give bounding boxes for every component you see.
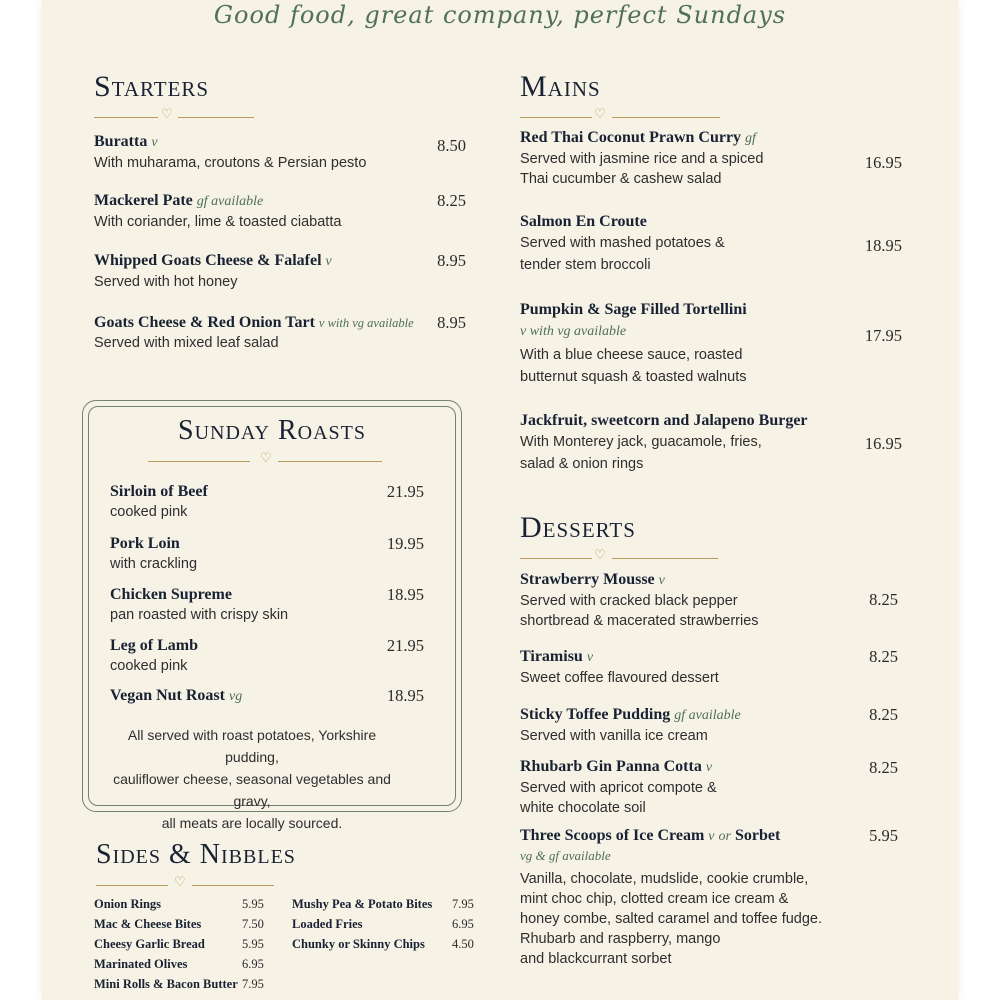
side-name: Mac & Cheese Bites xyxy=(94,917,202,931)
mains-divider xyxy=(520,107,740,124)
starter-price: 8.50 xyxy=(437,136,466,155)
dessert-item xyxy=(520,705,741,746)
dietary-tag: gf xyxy=(745,131,756,146)
roasts-note: All served with roast potatoes, Yorkshire pudding, cauliflower cheese, seasonal vegetables and gravy, all meats are locally sourced. xyxy=(113,727,391,831)
dessert-price: 8.25 xyxy=(869,647,898,666)
dessert-description-line: Sweet coffee flavoured dessert xyxy=(520,670,719,686)
side-name: Marinated Olives xyxy=(94,957,188,971)
main-description-line: Served with mashed potatoes & xyxy=(520,235,725,251)
roast-price: 21.95 xyxy=(386,482,424,501)
roast-name: Pork Loin xyxy=(110,535,180,552)
side-price: 6.95 xyxy=(242,957,264,971)
dessert-description-line: mint choc chip, clotted cream ice cream & xyxy=(520,891,789,907)
dessert-description-line: Served with vanilla ice cream xyxy=(520,728,708,744)
dietary-tag: v xyxy=(151,135,158,150)
dessert-description-line: white chocolate soil xyxy=(520,800,646,816)
main-description-line: salad & onion rings xyxy=(520,456,644,472)
dessert-name-alt: Sorbet xyxy=(734,827,781,844)
starter-price: 8.25 xyxy=(437,191,466,210)
dessert-name: Rhubarb Gin Panna Cotta xyxy=(520,758,702,775)
side-name: Onion Rings xyxy=(94,897,162,911)
roast-name: Leg of Lamb xyxy=(110,637,198,654)
main-description-line: With Monterey jack, guacamole, fries, xyxy=(520,434,762,450)
desserts-title: Desserts xyxy=(520,511,636,544)
main-name: Salmon En Croute xyxy=(520,213,647,230)
roast-description: with crackling xyxy=(110,556,198,572)
main-price: 16.95 xyxy=(864,434,902,453)
dietary-tag: vg xyxy=(228,689,243,704)
roast-price: 21.95 xyxy=(386,636,424,655)
roasts-divider xyxy=(132,451,412,468)
main-description-line: Served with jasmine rice and a spiced xyxy=(520,151,764,167)
dessert-price: 8.25 xyxy=(869,758,898,777)
roast-description: cooked pink xyxy=(110,504,188,520)
dessert-price: 8.25 xyxy=(869,705,898,724)
roasts-section xyxy=(132,414,412,468)
dessert-description-line: Served with apricot compote & xyxy=(520,780,717,796)
side-price: 5.95 xyxy=(242,897,264,911)
starter-name: Goats Cheese & Red Onion Tart xyxy=(94,314,315,331)
dietary-tag: v xyxy=(705,760,713,775)
menu-tagline: Good food, great company, perfect Sundays xyxy=(213,1,787,29)
side-name: Cheesy Garlic Bread xyxy=(94,937,205,951)
starter-description: Served with hot honey xyxy=(94,274,238,290)
dessert-description-line: shortbread & macerated strawberries xyxy=(520,613,759,629)
dietary-tag: gf available xyxy=(196,194,264,209)
side-price: 5.95 xyxy=(242,937,264,951)
starters-divider xyxy=(94,107,294,124)
main-price: 18.95 xyxy=(864,236,902,255)
main-price: 16.95 xyxy=(864,153,902,172)
dessert-description-line: and blackcurrant sorbet xyxy=(520,951,672,967)
heart-icon: ♡ xyxy=(161,107,173,122)
main-item xyxy=(520,212,725,276)
starter-name: Buratta xyxy=(94,133,148,150)
roast-item xyxy=(110,686,242,707)
starter-description: With coriander, lime & toasted ciabatta xyxy=(94,214,342,230)
starter-description: Served with mixed leaf salad xyxy=(94,335,279,351)
main-description-line: butternut squash & toasted walnuts xyxy=(520,369,747,385)
starters-title: Starters xyxy=(94,70,210,103)
main-description-line: tender stem broccoli xyxy=(520,257,651,273)
side-price: 4.50 xyxy=(452,937,474,951)
starter-price: 8.95 xyxy=(437,251,466,270)
roast-item xyxy=(110,585,288,625)
roast-price: 18.95 xyxy=(386,585,424,604)
heart-icon: ♡ xyxy=(594,107,606,122)
dietary-tag: vg & gf available xyxy=(520,848,611,863)
dietary-tag: v xyxy=(586,650,594,665)
desserts-divider xyxy=(520,548,740,565)
dietary-tag: v with vg available xyxy=(520,324,627,339)
main-item xyxy=(520,411,808,475)
starter-name: Mackerel Pate xyxy=(94,192,193,209)
main-item xyxy=(520,300,747,388)
main-price: 17.95 xyxy=(864,326,902,345)
menu-page xyxy=(42,0,958,1000)
main-name: Jackfruit, sweetcorn and Jalapeno Burger xyxy=(520,412,808,429)
side-name: Loaded Fries xyxy=(292,917,363,931)
dessert-item-icecream xyxy=(520,826,822,969)
starter-price: 8.95 xyxy=(437,313,466,332)
dietary-tag: gf available xyxy=(674,708,741,723)
dessert-name: Strawberry Mousse xyxy=(520,571,655,588)
roasts-title: Sunday Roasts xyxy=(178,415,366,446)
dessert-description-line: Served with cracked black pepper xyxy=(520,593,738,609)
sides-section xyxy=(96,838,356,892)
main-description-line: Thai cucumber & cashew salad xyxy=(520,171,722,187)
dessert-item xyxy=(520,757,717,818)
desserts-section xyxy=(520,511,740,565)
starter-item xyxy=(94,251,332,292)
side-name: Chunky or Skinny Chips xyxy=(292,937,425,951)
main-description-line: With a blue cheese sauce, roasted xyxy=(520,347,743,363)
main-item xyxy=(520,128,763,189)
heart-icon: ♡ xyxy=(174,875,186,890)
dessert-description-line: Rhubarb and raspberry, mango xyxy=(520,931,721,947)
main-name: Pumpkin & Sage Filled Tortellini xyxy=(520,301,747,318)
dessert-price: 8.25 xyxy=(869,590,898,609)
starter-item xyxy=(94,313,414,353)
starters-section xyxy=(94,70,294,124)
side-name: Mushy Pea & Potato Bites xyxy=(292,897,433,911)
dessert-item xyxy=(520,647,719,688)
heart-icon: ♡ xyxy=(260,451,272,466)
roast-name: Chicken Supreme xyxy=(110,586,232,603)
side-price: 7.95 xyxy=(452,897,474,911)
main-name: Red Thai Coconut Prawn Curry xyxy=(520,129,742,146)
dessert-price: 5.95 xyxy=(869,826,898,845)
starter-item xyxy=(94,191,341,232)
starter-item xyxy=(94,132,366,173)
roast-item xyxy=(110,636,198,676)
roast-price: 19.95 xyxy=(386,534,424,553)
dietary-tag: v xyxy=(325,254,332,269)
sides-title: Sides & Nibbles xyxy=(96,839,296,870)
roast-description: pan roasted with crispy skin xyxy=(110,607,289,623)
side-name: Mini Rolls & Bacon Butter xyxy=(94,977,238,991)
or-text: or xyxy=(718,829,731,844)
sides-divider xyxy=(96,875,356,892)
dessert-name: Three Scoops of Ice Cream xyxy=(520,827,705,844)
heart-icon: ♡ xyxy=(594,548,606,563)
roast-description: cooked pink xyxy=(110,658,188,674)
roast-price: 18.95 xyxy=(386,686,424,705)
dessert-description-line: honey combe, salted caramel and toffee fudge. xyxy=(520,911,823,927)
dessert-name: Tiramisu xyxy=(520,648,583,665)
dietary-tag: v xyxy=(708,829,715,844)
mains-section xyxy=(520,70,740,124)
dietary-tag: v with vg available xyxy=(318,316,414,330)
side-price: 7.50 xyxy=(242,917,264,931)
starter-description: With muharama, croutons & Persian pesto xyxy=(94,155,367,171)
dietary-tag: v xyxy=(658,573,665,588)
dessert-description-line: Vanilla, chocolate, mudslide, cookie crumble, xyxy=(520,871,809,887)
dessert-name: Sticky Toffee Pudding xyxy=(520,706,671,723)
roast-name: Vegan Nut Roast xyxy=(110,687,225,704)
roast-item xyxy=(110,534,197,574)
side-price: 7.95 xyxy=(242,977,264,991)
roast-item xyxy=(110,482,208,522)
side-price: 6.95 xyxy=(452,917,474,931)
starter-name: Whipped Goats Cheese & Falafel xyxy=(94,252,322,269)
roast-name: Sirloin of Beef xyxy=(110,483,208,500)
dessert-item xyxy=(520,570,759,631)
mains-title: Mains xyxy=(520,70,601,103)
